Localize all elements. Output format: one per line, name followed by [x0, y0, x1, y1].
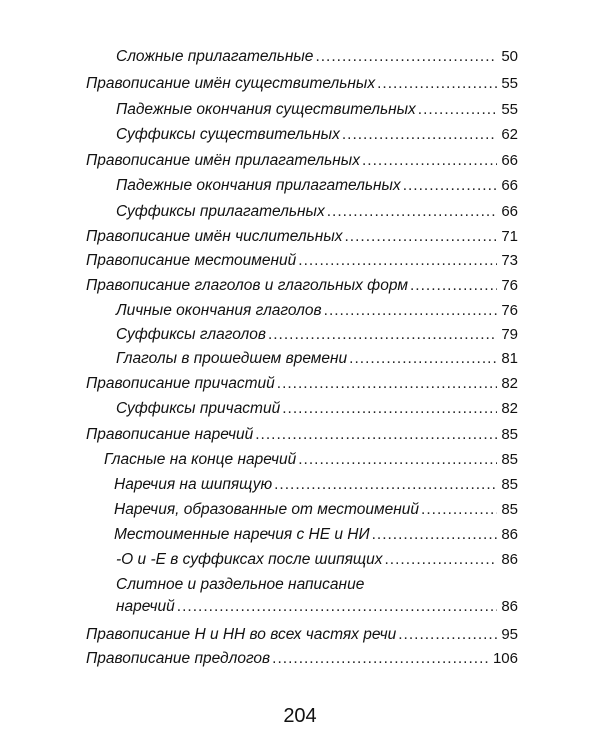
toc-entry-page: 66 — [501, 203, 518, 220]
toc-leader-dots — [403, 175, 497, 197]
toc-entry-page: 66 — [501, 152, 518, 169]
toc-leader-dots — [327, 201, 497, 223]
toc-entry-page: 62 — [501, 126, 518, 143]
toc-leader-dots — [272, 648, 490, 670]
toc-entry — [86, 250, 518, 272]
toc-entry-page: 82 — [501, 375, 518, 392]
toc-entry — [116, 124, 518, 146]
toc-entry-title: Наречия, образованные от местоимений — [114, 501, 420, 518]
toc-entry — [86, 275, 518, 297]
toc-entry-title-line1: Слитное и раздельное написание — [116, 576, 365, 593]
toc-leader-dots — [362, 150, 497, 172]
toc-leader-dots — [342, 124, 497, 146]
toc-entry-title: Суффиксы глаголов — [116, 326, 266, 343]
toc-leader-dots — [349, 348, 497, 370]
toc-entry-title: Суффиксы причастий — [116, 400, 281, 417]
toc-entry-page: 85 — [501, 476, 518, 493]
toc-entry-page: 81 — [501, 350, 518, 367]
toc-entry — [116, 549, 518, 571]
toc-entry-title: Правописание предлогов — [86, 650, 271, 667]
toc-entry — [116, 398, 518, 420]
toc-entry-title: Местоименные наречия с НЕ и НИ — [114, 526, 370, 543]
toc-leader-dots — [277, 373, 497, 395]
toc-entry — [114, 474, 518, 496]
toc-entry — [104, 449, 518, 471]
toc-leader-dots — [398, 624, 497, 646]
toc-entry-title: Глаголы в прошедшем времени — [116, 350, 348, 367]
toc-entry-title: Правописание Н и НН во всех частях речи — [86, 626, 397, 643]
toc-entry-page: 55 — [501, 75, 518, 92]
toc-entry-title: Правописание имён прилагательных — [86, 152, 360, 169]
toc-entry-page: 85 — [501, 426, 518, 443]
page-number: 204 — [283, 705, 317, 727]
toc-entry-title: -О и -Е в суффиксах после шипящих — [116, 551, 383, 568]
toc-entry-title: Падежные окончания существительных — [116, 101, 416, 118]
toc-entry-title: Суффиксы прилагательных — [116, 203, 325, 220]
toc-leader-dots — [421, 499, 497, 521]
toc-leader-dots — [282, 398, 497, 420]
toc-entry-title: Правописание местоимений — [86, 252, 297, 269]
toc-entry-page: 73 — [501, 252, 518, 269]
toc-entry — [114, 499, 518, 521]
toc-entry-page: 85 — [501, 451, 518, 468]
toc-entry-title: Личные окончания глаголов — [116, 302, 322, 319]
toc-entry-page: 85 — [501, 501, 518, 518]
toc-entry-page: 106 — [492, 650, 518, 667]
toc-entry — [116, 201, 518, 223]
toc-entry-title: Правописание наречий — [86, 426, 254, 443]
toc-entry-title: Правописание имён числительных — [86, 228, 343, 245]
toc-entry-page: 76 — [501, 277, 518, 294]
toc-entry-title: наречий — [116, 598, 175, 615]
toc-entry-title: Правописание имён существительных — [86, 75, 376, 92]
toc-entry-title: Падежные окончания прилагательных — [116, 177, 401, 194]
toc-leader-dots — [268, 324, 497, 346]
toc-leader-dots — [385, 549, 498, 571]
toc-entry — [86, 648, 518, 670]
toc-leader-dots — [324, 300, 497, 322]
toc-leader-dots — [255, 424, 497, 446]
toc-entry — [86, 424, 518, 446]
toc-leader-dots — [345, 226, 498, 248]
toc-entry — [86, 150, 518, 172]
toc-entry-page: 55 — [501, 101, 518, 118]
toc-entry — [86, 226, 518, 248]
toc-entry — [86, 373, 518, 395]
toc-entry-title: Гласные на конце наречий — [104, 451, 297, 468]
toc-leader-dots — [410, 275, 497, 297]
toc-entry-page: 79 — [501, 326, 518, 343]
toc-leader-dots — [377, 73, 497, 95]
toc-entry-title: Наречия на шипящую — [114, 476, 273, 493]
toc-leader-dots — [177, 596, 497, 618]
toc-entry — [116, 324, 518, 346]
toc-leader-dots — [274, 474, 497, 496]
toc-entry — [116, 99, 518, 121]
toc-entry-page: 82 — [501, 400, 518, 417]
toc-entry-page: 86 — [501, 551, 518, 568]
toc-entry-page: 95 — [501, 626, 518, 643]
toc-entry-title: Сложные прилагательные — [116, 48, 314, 65]
toc-leader-dots — [418, 99, 497, 121]
toc-leader-dots — [315, 46, 497, 68]
toc-entry-page: 66 — [501, 177, 518, 194]
toc-leader-dots — [298, 250, 497, 272]
toc-entry-page: 76 — [501, 302, 518, 319]
toc-entry — [116, 300, 518, 322]
toc-leader-dots — [372, 524, 497, 546]
toc-entry — [86, 73, 518, 95]
toc-entry-page: 86 — [501, 526, 518, 543]
toc-entry-page: 71 — [501, 228, 518, 245]
toc-entry-title: Суффиксы существительных — [116, 126, 340, 143]
toc-entry-title: Правописание глаголов и глагольных форм — [86, 277, 408, 294]
toc-entry-page: 86 — [501, 598, 518, 615]
toc-entry — [86, 624, 518, 646]
toc-entry-page: 50 — [501, 48, 518, 65]
toc-leader-dots — [298, 449, 497, 471]
toc-entry — [116, 175, 518, 197]
toc-entry — [114, 524, 518, 546]
toc-entry — [116, 46, 518, 68]
toc-entry-title: Правописание причастий — [86, 375, 275, 392]
toc-entry — [116, 348, 518, 370]
toc-entry — [116, 596, 518, 618]
